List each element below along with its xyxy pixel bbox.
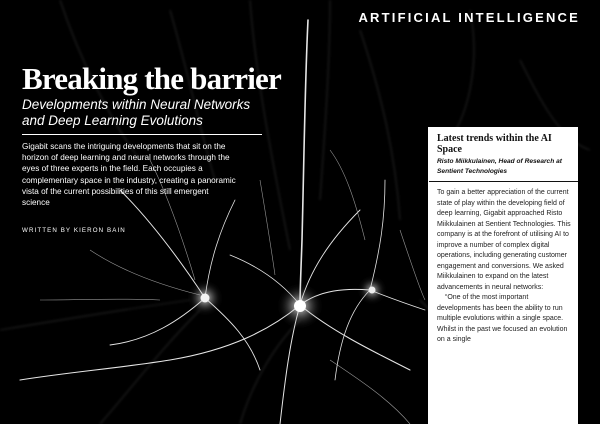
sidebar-author: Risto Miikkulainen, Head of Research at Sentient Technologies [437,158,562,175]
section-label: ARTIFICIAL INTELLIGENCE [358,10,580,25]
sidebar-header [429,127,578,182]
sidebar-title: Latest trends within the AI Space [437,133,552,155]
article-byline: WRITTEN BY KIERON BAIN [22,227,126,234]
article-intro: Gigabit scans the intriguing developments that sit on the horizon of deep learning and neural networks through the eyes of three experts in the field. Each occupies a complementary space in the industry, creating a panoramic vista of the current possibilities of this still emergent science [22,142,236,208]
article-subhead: Developments within Neural Networks and Deep Learning Evolutions [22,97,251,128]
sidebar-body [429,182,578,346]
sidebar-paragraph: To gain a better appreciation of the current state of play within the developing field of deep learning, Gigabit approached Risto Miikkulainen at Sentient Technologies. This company is at the forefront of utilising AI to improve a number of complex digital operations, including generating customer engagement and conversions. We asked Miikkulainen to expand on the latest advancements in neural networks: [437,189,571,291]
sidebar-paragraph: “One of the most important developments has been the ability to run multiple evolutions within a single space. Whilst in the past we focused an evolution on a single [437,294,568,343]
sidebar-panel [428,127,578,424]
headline-divider [22,134,262,135]
article-headline: Breaking the barrier [22,61,281,96]
